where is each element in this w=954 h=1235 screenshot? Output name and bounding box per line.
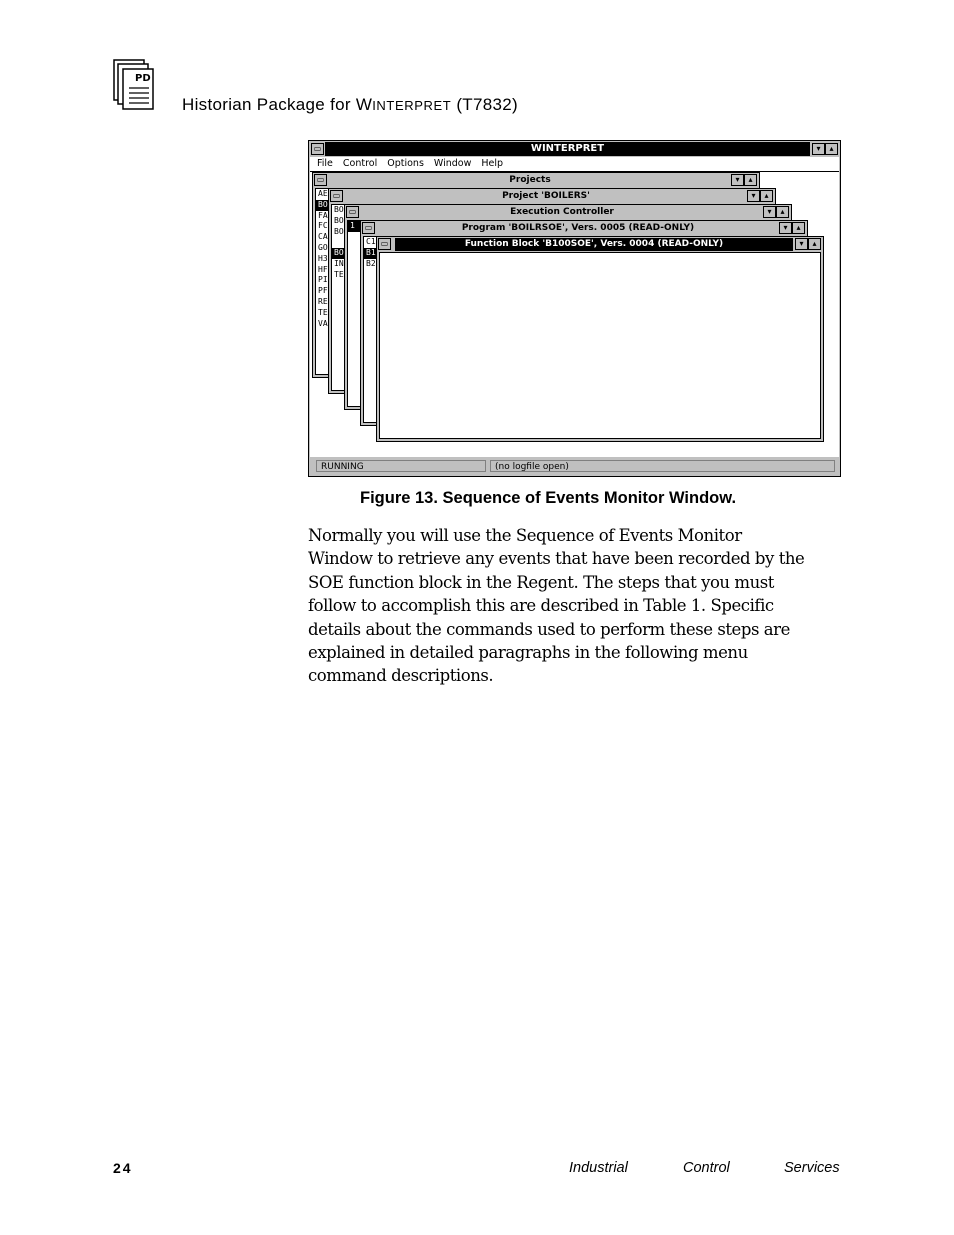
list-item[interactable]: BO <box>334 215 344 225</box>
projects-maximize-button[interactable]: ▴ <box>744 174 757 186</box>
footer-word-control: Control <box>683 1160 730 1176</box>
list-item[interactable]: PF <box>318 286 328 296</box>
list-item[interactable]: CA <box>318 232 328 242</box>
menu-help[interactable]: Help <box>481 158 504 169</box>
body-line: follow to accomplish this are described in Table 1. Specific <box>308 596 774 616</box>
footer-word-industrial: Industrial <box>569 1160 628 1176</box>
fb-content <box>379 252 821 439</box>
project-title: Project 'BOILERS' <box>347 190 745 203</box>
program-maximize-button[interactable]: ▴ <box>792 222 805 234</box>
fb-maximize-button[interactable]: ▴ <box>808 238 821 250</box>
exec-title: Execution Controller <box>363 206 761 219</box>
projects-title: Projects <box>331 174 729 187</box>
project-minimize-button[interactable]: ▾ <box>747 190 760 202</box>
body-line: SOE function block in the Regent. The steps that you must <box>308 572 774 592</box>
app-title-bar: WINTERPRET <box>325 142 810 156</box>
exec-system-button[interactable]: ▭ <box>346 206 359 218</box>
project-maximize-button[interactable]: ▴ <box>760 190 773 202</box>
list-item[interactable]: IN <box>334 258 344 268</box>
menu-file[interactable]: File <box>317 158 333 169</box>
list-item[interactable]: C1 <box>366 237 376 246</box>
list-item[interactable]: FA <box>318 210 328 220</box>
project-system-button[interactable]: ▭ <box>330 190 343 202</box>
body-paragraph <box>308 524 848 688</box>
menu-options[interactable]: Options <box>387 158 424 169</box>
projects-minimize-button[interactable]: ▾ <box>731 174 744 186</box>
list-item[interactable]: H3 <box>318 253 328 263</box>
exec-minimize-button[interactable]: ▾ <box>763 206 776 218</box>
menu-control[interactable]: Control <box>342 158 378 169</box>
fb-title: Function Block 'B100SOE', Vers. 0004 (READ-ONLY) <box>395 238 793 251</box>
list-item[interactable]: GO <box>318 242 328 252</box>
menu-bar <box>310 157 839 171</box>
list-item[interactable]: BO <box>334 205 344 214</box>
winterpret-screenshot <box>308 140 841 477</box>
document-icon <box>113 59 155 111</box>
figure-caption: Figure 13. Sequence of Events Monitor Window. <box>360 489 737 507</box>
minimize-button[interactable]: ▾ <box>812 143 825 155</box>
mdi-client-area <box>310 171 839 459</box>
list-item[interactable]: FC <box>318 221 328 231</box>
list-item[interactable]: BO <box>332 248 772 259</box>
running-header: Historian Package for WINTERPRET (T7832) <box>182 95 518 114</box>
menu-window[interactable]: Window <box>433 158 472 169</box>
list-item[interactable]: PI <box>318 275 328 285</box>
body-line: Normally you will use the Sequence of Events Monitor <box>308 526 742 545</box>
exec-maximize-button[interactable]: ▴ <box>776 206 789 218</box>
list-item[interactable]: B2 <box>366 258 376 268</box>
projects-system-button[interactable]: ▭ <box>314 174 327 186</box>
status-run-state: RUNNING <box>316 460 486 472</box>
maximize-button[interactable]: ▴ <box>825 143 838 155</box>
system-menu-button[interactable]: ▭ <box>311 143 324 155</box>
list-item[interactable]: RE <box>318 296 328 306</box>
list-item[interactable]: HF <box>318 264 328 274</box>
list-item[interactable]: 1 <box>348 221 788 232</box>
body-line: command descriptions. <box>308 666 494 686</box>
list-item[interactable]: BO <box>334 226 344 236</box>
program-title: Program 'BOILRSOE', Vers. 0005 (READ-ONLY) <box>379 222 777 235</box>
list-item[interactable]: BO <box>316 200 756 211</box>
fb-system-button[interactable]: ▭ <box>378 238 391 250</box>
status-bar <box>310 457 839 475</box>
body-line: details about the commands used to perform these steps are <box>308 619 790 639</box>
program-system-button[interactable]: ▭ <box>362 222 375 234</box>
list-item[interactable]: TE <box>334 269 344 279</box>
list-item[interactable]: B1 <box>364 248 804 259</box>
status-logfile: (no logfile open) <box>490 460 835 472</box>
fb-minimize-button[interactable]: ▾ <box>795 238 808 250</box>
list-item[interactable]: AE <box>318 189 328 198</box>
body-line: Window to retrieve any events that have been recorded by the <box>308 549 805 569</box>
footer-word-services: Services <box>784 1160 840 1176</box>
body-line: explained in detailed paragraphs in the following menu <box>308 643 748 663</box>
page-number: 24 <box>113 1160 133 1176</box>
program-minimize-button[interactable]: ▾ <box>779 222 792 234</box>
function-block-window[interactable] <box>376 236 824 442</box>
list-item[interactable]: TE <box>318 307 328 317</box>
svg-text:PD: PD <box>135 73 151 84</box>
list-item[interactable]: VA <box>318 318 328 328</box>
